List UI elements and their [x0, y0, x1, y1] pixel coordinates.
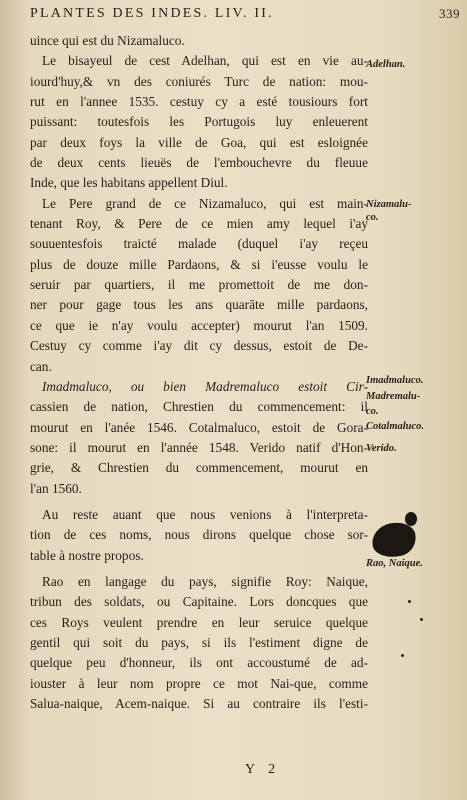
- text-line: plus de douze mille Pardaons, & si i'eusse voulu le: [30, 256, 368, 272]
- text-line: Cestuy cy comme i'ay dit cy dessus, estoit de De-: [30, 338, 368, 354]
- running-title: PLANTES DES INDES. LIV. II.: [30, 6, 274, 21]
- text-line: seruir par quartiers, il me promettoit de me don-: [30, 277, 368, 293]
- text-line: puissant: toutesfois les Portugois luy enleuerent: [30, 114, 368, 130]
- text-line: tenant Roy, & Pere de ce mien amy lequel i'ay: [30, 216, 368, 232]
- ink-blot: [405, 512, 417, 526]
- text-line: l'an 1560.: [30, 480, 82, 496]
- text-line: Le Pere grand de ce Nizamaluco, qui est main-: [42, 195, 368, 211]
- margin-note: Imadmaluco.: [366, 375, 424, 386]
- margin-note: Verido.: [366, 443, 397, 454]
- ink-speck: [408, 600, 411, 603]
- text-line: ces Roys veulent prendre en leur seruice quelque: [30, 614, 368, 630]
- text-line: tion de ces noms, nous dirons quelque chose sor-: [30, 527, 368, 543]
- signature-mark: Y 2: [245, 762, 281, 777]
- text-line: tribun des soldats, ou Capitaine. Lors doncques que: [30, 594, 368, 610]
- text-line: Imadmaluco, ou bien Madremaluco estoit Cir-: [42, 378, 368, 394]
- margin-note: Madremalu-: [366, 391, 421, 402]
- text-line: ner pour gage tous les ans quarāte mille pardaons,: [30, 297, 368, 313]
- margin-note: co.: [366, 406, 379, 417]
- ink-speck: [420, 618, 423, 621]
- text-line: Inde, que les habitans appellent Diul.: [30, 175, 228, 191]
- page-number: 339: [439, 6, 460, 21]
- margin-note: Cotalmaluco.: [366, 421, 425, 432]
- text-line: gentil qui soit du pays, si ils l'estiment digne de: [30, 634, 368, 650]
- text-line: de deux cents lieuës de l'embouchevre du fleuue: [30, 155, 368, 171]
- text-line: souuentesfois traicté malade (duquel i'ay reçeu: [30, 236, 368, 252]
- text-line: mourut en l'anée 1546. Cotalmaluco, estoit de Gora-: [30, 419, 368, 435]
- text-line: ce que ie n'ay voulu accepter) mourut l'an 1509.: [30, 317, 368, 333]
- text-line: uince qui est du Nizamaluco.: [30, 33, 185, 48]
- margin-note: Adelhan.: [366, 59, 406, 70]
- text-line: iouster à leur nom propre ce mot Nai-que, comme: [30, 675, 368, 691]
- text-line: sone: il mourut en l'année 1548. Verido natif d'Hon-: [30, 439, 368, 455]
- text-line: Salua-naique, Acem-naique. Si au contraire ils l'esti-: [30, 696, 368, 711]
- text-line: can.: [30, 358, 52, 374]
- text-line: quelque peu d'honneur, ils ont accoustumé de ad-: [30, 655, 368, 671]
- margin-note: Rao, Naique.: [366, 558, 423, 569]
- text-line: par deux foys la ville de Goa, qui est esloignée: [30, 134, 368, 150]
- text-line: Au reste auant que nous venions à l'interpreta-: [42, 506, 368, 522]
- margin-note: Nizamalu-: [366, 199, 412, 210]
- body-text: [30, 31, 368, 714]
- text-line: grie, & Chrestien du commencement, mourut en: [30, 460, 368, 476]
- margin-note: co.: [366, 212, 379, 223]
- text-line: Rao en langage du pays, signifie Roy: Naique,: [42, 573, 368, 589]
- text-line: iourd'huy,& vn des coniurés Turc de nation: mou-: [30, 73, 368, 89]
- text-line: table à nostre propos.: [30, 547, 144, 563]
- text-line: rut en l'annee 1535. cestuy cy a esté tousiours fort: [30, 94, 368, 110]
- ink-speck: [401, 654, 404, 657]
- text-line: Le bisayeul de cest Adelhan, qui est en vie au-: [42, 53, 368, 69]
- running-header: [30, 6, 460, 22]
- text-line: cassien de nation, Chrestien du commencement: il: [30, 399, 368, 415]
